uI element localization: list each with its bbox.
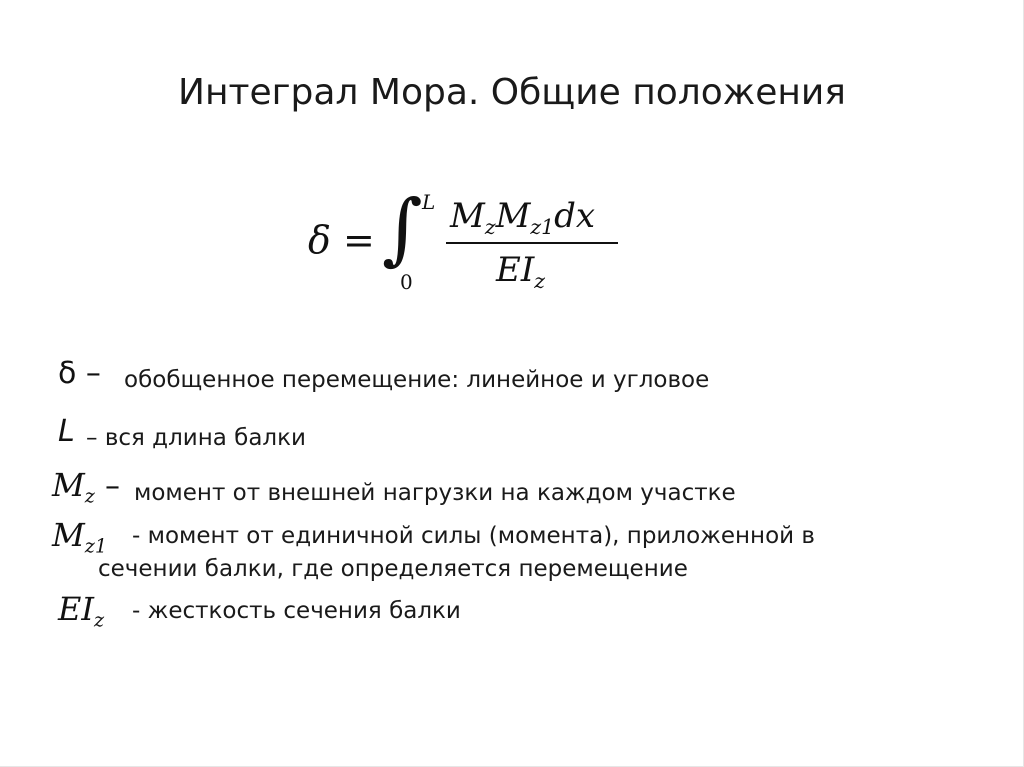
definition-symbol-length: L xyxy=(58,414,75,449)
formula-lhs: δ = xyxy=(308,218,375,262)
definition-text-mz1-continuation: сечении балки, где определяется перемещение xyxy=(98,556,688,582)
formula-denominator: $EI_z$ xyxy=(496,250,545,294)
integral-lower-limit: 0 xyxy=(400,270,413,294)
fraction-bar xyxy=(446,242,618,244)
definition-text-length: – вся длина балки xyxy=(86,425,306,451)
definition-symbol-delta: δ – xyxy=(58,356,101,391)
integral-upper-limit: L xyxy=(422,190,436,214)
definition-text-delta: обобщенное перемещение: линейное и угловое xyxy=(124,367,710,393)
definition-symbol-mz: $M_z$ – xyxy=(52,466,121,508)
definition-symbol-eiz: $EI_z$ xyxy=(58,590,105,632)
definition-symbol-mz1: $M_{z1}$ xyxy=(52,516,108,558)
formula-numerator: $M_zM_{z1}dx$ xyxy=(450,196,596,240)
definition-text-mz: момент от внешней нагрузки на каждом участке xyxy=(134,480,736,506)
definition-text-eiz: - жесткость сечения балки xyxy=(132,598,461,624)
integral-sign: ∫ xyxy=(382,184,423,274)
mohr-integral-formula xyxy=(300,184,640,305)
definition-text-mz1: - момент от единичной силы (момента), приложенной в xyxy=(132,523,815,549)
slide-title: Интеграл Мора. Общие положения xyxy=(178,72,846,113)
